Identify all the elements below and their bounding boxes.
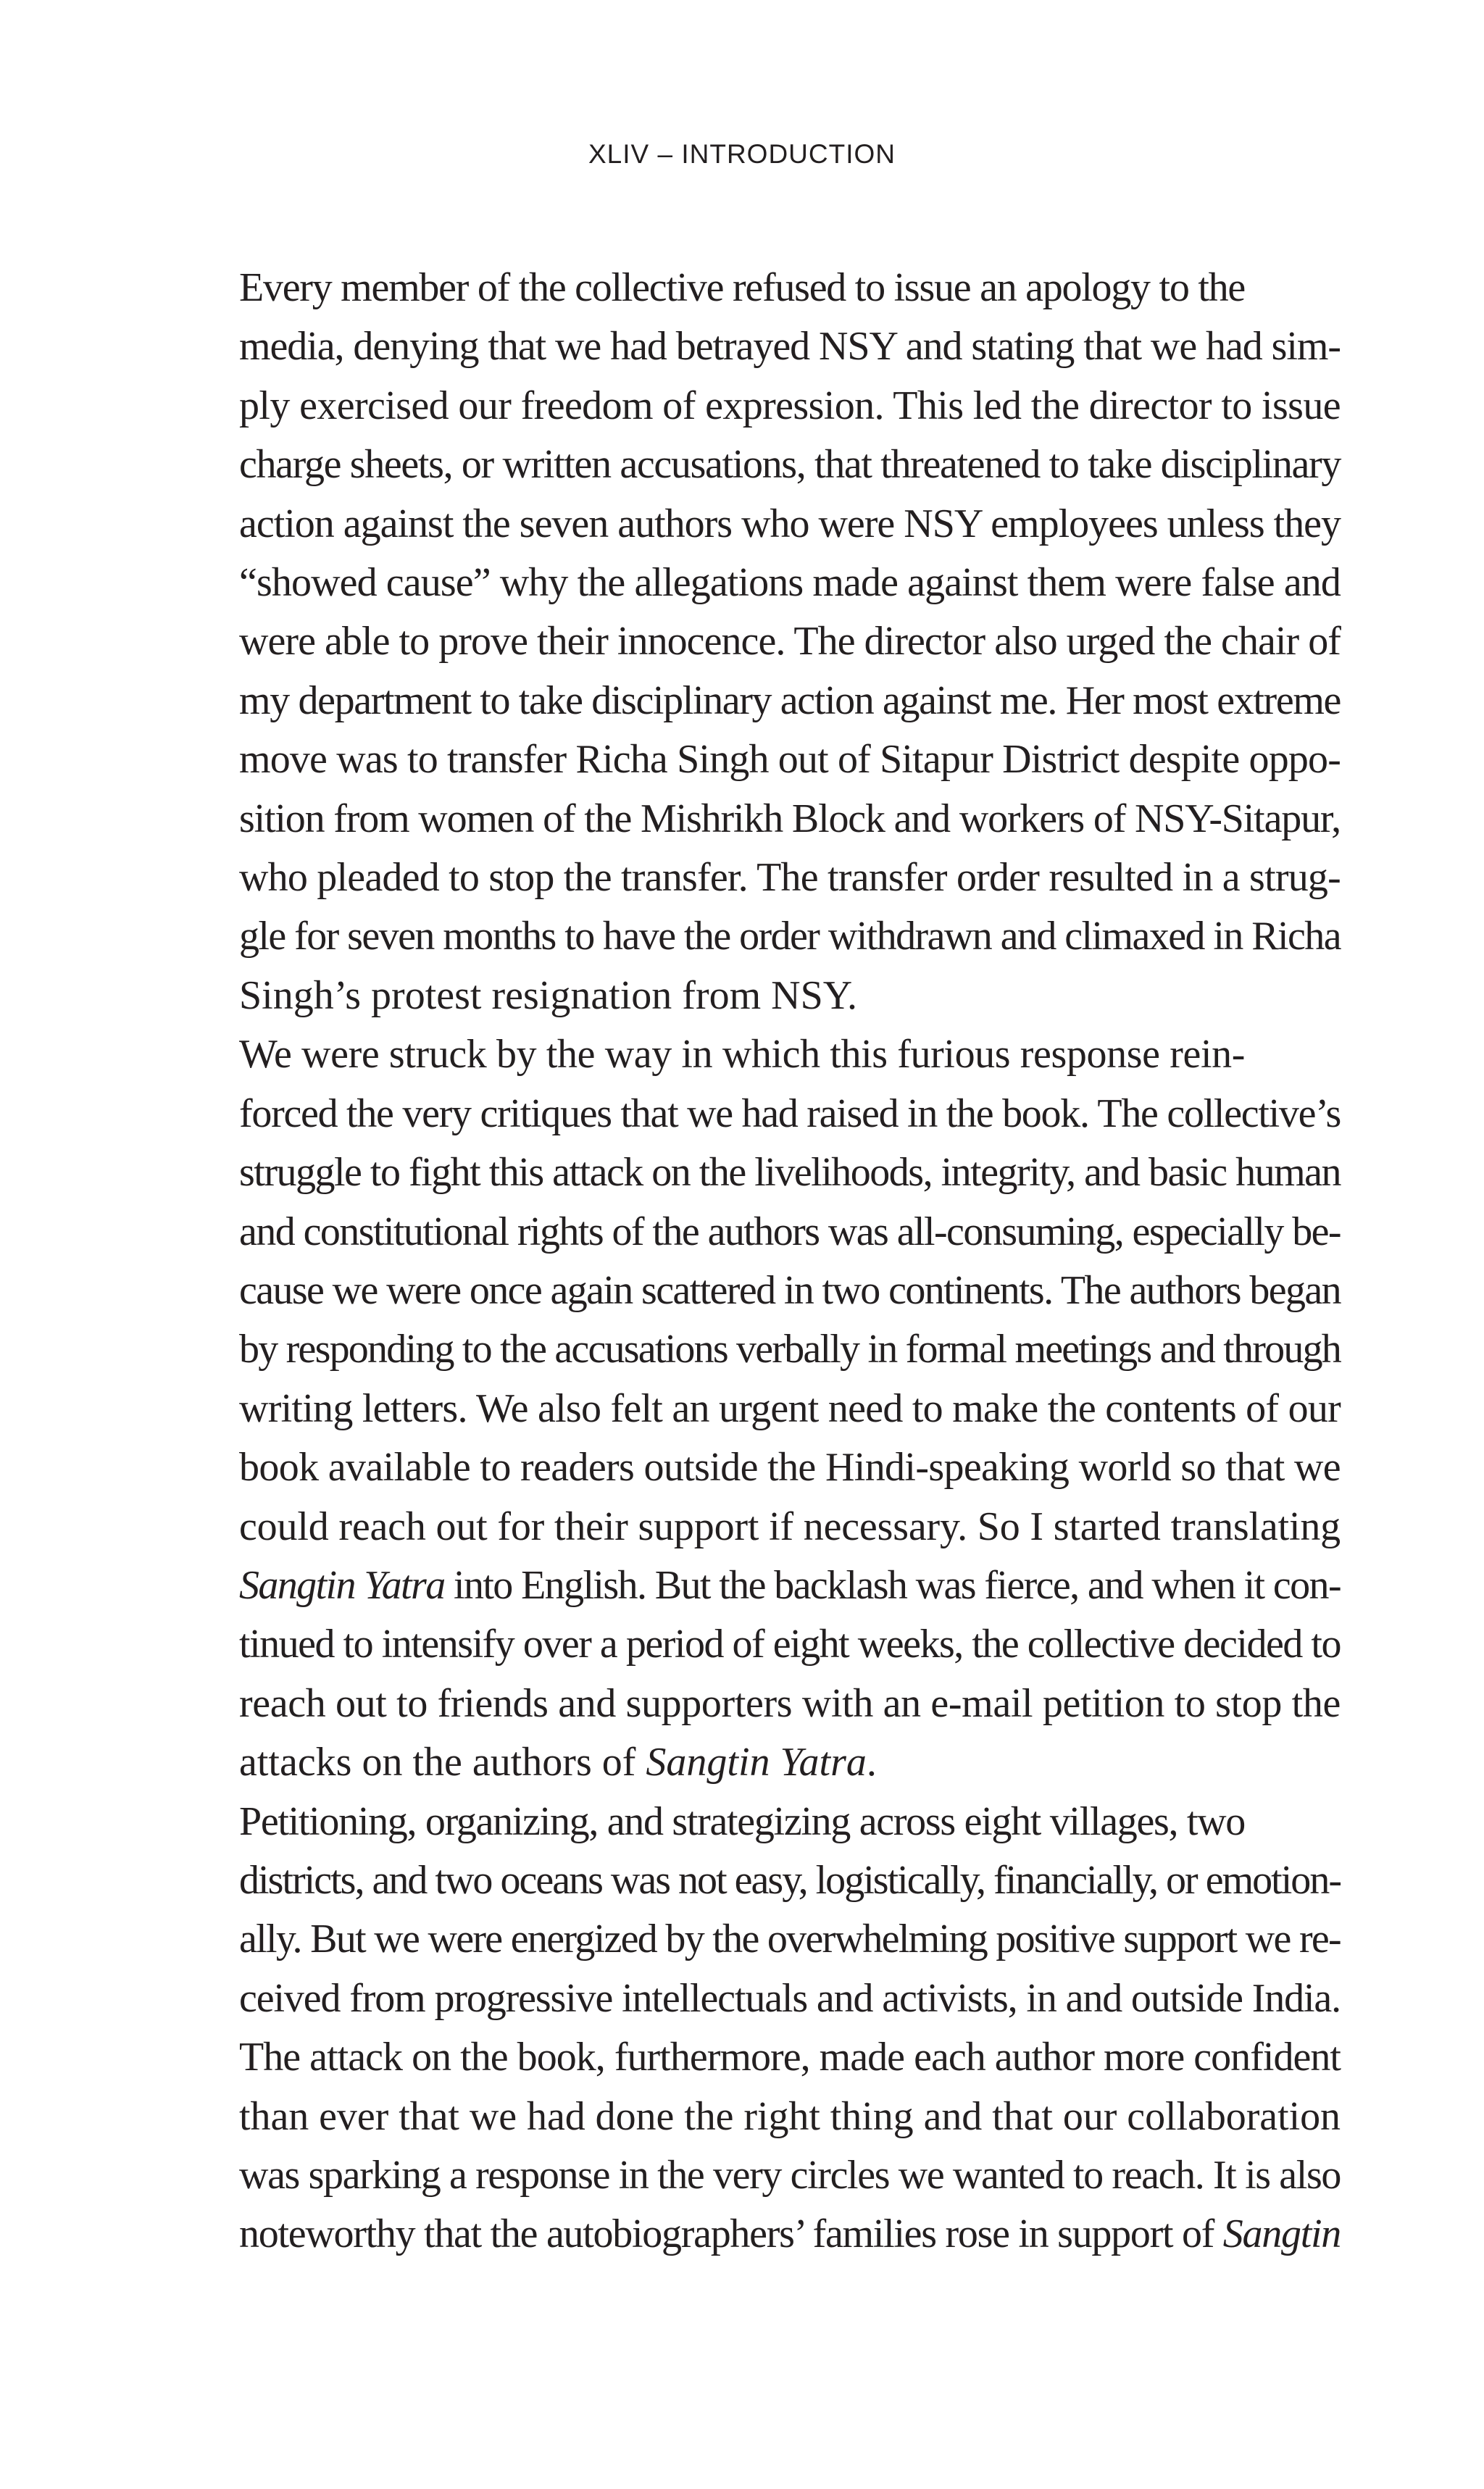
text-line: reach out to friends and supporters with an e-mail petition to stop the [239,1680,1341,1726]
book-title: Sangtin Yatra [239,1562,445,1608]
text-line [143,1556,1341,1615]
text-line: We were struck by the way in which this furious response rein- [239,1032,1245,1077]
text-line: who pleaded to stop the transfer. The transfer order resulted in a strug- [239,855,1341,901]
text-fragment: . [866,1740,877,1785]
text-line: ply exercised our freedom of expression. This led the director to issue [239,383,1341,428]
text-line: Singh’s protest resignation from NSY. [239,972,857,1018]
text-line: could reach out for their support if necessary. So I started translating [239,1504,1341,1549]
text-line: gle for seven months to have the order withdrawn and climaxed in Richa [239,914,1341,959]
text-line: book available to readers outside the Hindi-speaking world so that we [239,1445,1341,1491]
text-line: by responding to the accusations verbally in formal meetings and through [239,1327,1341,1372]
text-line: ally. But we were energized by the overwhelming positive support we re- [239,1917,1341,1962]
text-line [143,1733,1341,1792]
text-line: districts, and two oceans was not easy, logistically, financially, or emotion- [239,1857,1341,1903]
text-line: than ever that we had done the right thing and that our collaboration [239,2093,1341,2139]
running-head: XLIV – INTRODUCTION [588,139,896,169]
text-line: charge sheets, or written accusations, that threatened to take disciplinary [239,442,1341,488]
text-line [143,2205,1341,2264]
text-line: writing letters. We also felt an urgent need to make the contents of our [239,1385,1341,1431]
text-line: tinued to intensify over a period of eight weeks, the collective decided to [239,1622,1341,1667]
text-line: was sparking a response in the very circles we wanted to reach. It is also [239,2153,1341,2198]
text-line: struggle to fight this attack on the livelihoods, integrity, and basic human [239,1150,1341,1196]
text-fragment: into English. But the backlash was fierce, and when it con- [444,1562,1341,1608]
paragraph-3 [143,1793,1341,2264]
paragraph-2 [143,1025,1341,1792]
book-title: Sangtin Yatra [646,1740,867,1785]
book-title: Sangtin [1222,2211,1341,2257]
text-line: and constitutional rights of the authors was all-consuming, especially be- [239,1209,1341,1254]
text-fragment: attacks on the authors of [239,1740,646,1785]
text-line: cause we were once again scattered in two continents. The authors began [239,1267,1341,1313]
text-line: were able to prove their innocence. The director also urged the chair of [239,619,1341,664]
paragraph-1 [143,259,1341,1025]
text-line: “showed cause” why the allegations made against them were false and [239,560,1341,606]
text-line: Every member of the collective refused to issue an apology to the [239,265,1245,310]
text-fragment: noteworthy that the autobiographers’ families rose in support of [239,2211,1223,2257]
text-line: forced the very critiques that we had raised in the book. The collective’s [239,1091,1341,1136]
text-line: ceived from progressive intellectuals and activists, in and outside India. [239,1975,1341,2021]
text-line: The attack on the book, furthermore, made each author more confident [239,2035,1341,2080]
body-text [143,259,1341,2264]
text-line: sition from women of the Mishrikh Block and workers of NSY-Sitapur, [239,796,1341,841]
text-line: media, denying that we had betrayed NSY and stating that we had sim- [239,324,1341,370]
text-line: action against the seven authors who were NSY employees unless they [239,501,1341,546]
text-line: my department to take disciplinary action against me. Her most extreme [239,678,1341,723]
text-line: move was to transfer Richa Singh out of Sitapur District despite oppo- [239,737,1341,783]
text-line: Petitioning, organizing, and strategizing across eight villages, two [239,1798,1245,1844]
